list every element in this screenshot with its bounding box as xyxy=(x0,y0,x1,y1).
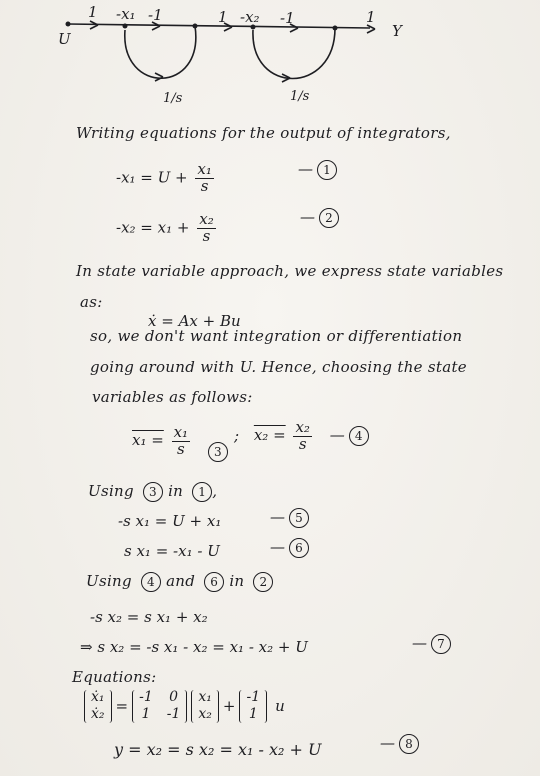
equation-4-dash: — xyxy=(329,426,345,445)
equation-4-number: 4 xyxy=(349,426,369,446)
equation-2-num: x₂ xyxy=(199,210,214,228)
equation-1-dash: — xyxy=(298,160,313,178)
equation-6-tag xyxy=(270,538,309,558)
graph-loop-gain-1: 1/s xyxy=(163,91,183,106)
using-2-mid2: in xyxy=(229,572,245,590)
matrix-x xyxy=(191,690,219,723)
equation-1-lhs: -x₁ = U + xyxy=(116,168,188,187)
equation-2 xyxy=(116,212,219,245)
equation-5-number: 5 xyxy=(289,508,309,528)
equation-4-sep: ; xyxy=(234,426,240,445)
equation-3-den: s xyxy=(176,439,185,458)
paragraph-1-line-2: as: xyxy=(80,293,103,311)
graph-node-x1-label: -x₁ xyxy=(116,5,136,23)
graph-node-x2b xyxy=(333,26,338,31)
matrix-b xyxy=(239,690,267,723)
matrix-a-11: -1 xyxy=(139,689,153,705)
equation-3-num: x₁ xyxy=(173,422,189,441)
equation-2-lhs: -x₂ = x₁ + xyxy=(116,218,190,237)
equation-1-num: x₁ xyxy=(197,160,212,178)
equation-4-lhs: x₂ = xyxy=(253,426,286,445)
graph-arrow-5 xyxy=(367,25,375,33)
equations-label: Equations: xyxy=(72,668,157,686)
equation-1-fraction xyxy=(195,162,213,195)
equation-2-fraction xyxy=(197,212,215,245)
paragraph-1-line-1: In state variable approach, we express state variables xyxy=(76,262,504,280)
equation-2-number: 2 xyxy=(319,208,339,228)
matrix-a-12: 0 xyxy=(169,689,179,705)
matrix-a-21: 1 xyxy=(141,706,151,723)
using-2-c: 2 xyxy=(253,572,273,592)
paragraph-2-line-1: so, we don't want integration or differentiation xyxy=(90,327,463,345)
graph-loop-gain-2: 1/s xyxy=(290,89,310,104)
matrix-a xyxy=(132,690,187,723)
equation-3-lhs: x₁ = xyxy=(132,431,164,449)
equation-8: y = x₂ = s x₂ = x₁ - x₂ + U xyxy=(114,740,322,759)
using-2-pre: Using xyxy=(86,572,132,590)
graph-input-label: U xyxy=(58,30,71,48)
graph-gain-3: 1 xyxy=(218,8,228,26)
equation-6-number: 6 xyxy=(289,538,309,558)
matrix-equation xyxy=(84,690,285,723)
graph-gain-4: -1 xyxy=(280,9,295,27)
equation-7-arrow: ⇒ xyxy=(80,638,93,656)
equation-8-dash: — xyxy=(380,734,395,752)
graph-node-x2-label: -x₂ xyxy=(240,8,260,26)
equation-7-dash: — xyxy=(412,634,427,652)
graph-loop-1 xyxy=(125,26,196,78)
using-2-mid: and xyxy=(166,572,196,590)
matrix-lhs-1: ẋ₁ xyxy=(91,689,105,705)
equation-4-num: x₂ xyxy=(295,418,310,436)
equation-8-tag xyxy=(380,734,419,754)
matrix-plus: + xyxy=(222,697,236,716)
graph-node-x1a xyxy=(123,24,128,29)
equation-4-fraction xyxy=(293,420,311,453)
paragraph-2-line-3: variables as follows: xyxy=(92,388,253,406)
graph-gain-1: 1 xyxy=(88,3,98,21)
equation-5: -s x₁ = U + x₁ xyxy=(118,512,222,530)
signal-flow-graph xyxy=(0,0,540,110)
equation-2-tag xyxy=(300,208,339,228)
equation-1-number: 1 xyxy=(317,160,337,180)
paragraph-2-line-2: going around with U. Hence, choosing the state xyxy=(90,358,467,376)
graph-node-x1b xyxy=(193,24,198,29)
graph-arrow-loop-1 xyxy=(155,73,163,81)
graph-node-u xyxy=(66,22,71,27)
using-2-b: 6 xyxy=(204,572,224,592)
equation-3-fraction xyxy=(172,422,190,458)
graph-gain-5: 1 xyxy=(366,8,376,26)
matrix-lhs-2: ẋ₂ xyxy=(91,706,105,723)
equation-7 xyxy=(80,638,308,656)
using-1-a: 3 xyxy=(143,482,163,502)
equation-6-dash: — xyxy=(270,538,285,556)
equation-1-den: s xyxy=(200,176,209,195)
matrix-b-1: -1 xyxy=(246,689,261,705)
matrix-x-1: x₁ xyxy=(198,689,212,705)
equation-a: -s x₂ = s x₁ + x₂ xyxy=(90,608,208,626)
using-1-mid: in xyxy=(168,482,184,500)
equation-1 xyxy=(116,162,217,195)
using-1-pre: Using xyxy=(88,482,134,500)
using-2 xyxy=(86,572,273,592)
graph-loop-2 xyxy=(253,28,335,79)
using-2-a: 4 xyxy=(141,572,161,592)
equation-2-dash: — xyxy=(300,208,315,226)
equation-3-number: 3 xyxy=(208,442,228,462)
equation-7-text: s x₂ = -s x₁ - x₂ = x₁ - x₂ + U xyxy=(97,638,308,656)
equation-2-den: s xyxy=(202,226,211,245)
matrix-x-2: x₂ xyxy=(198,706,212,723)
intro-text: Writing equations for the output of integrators, xyxy=(76,124,451,142)
using-1-b: 1 xyxy=(192,482,212,502)
equation-8-number: 8 xyxy=(399,734,419,754)
matrix-equals: = xyxy=(115,697,129,716)
matrix-u: u xyxy=(275,697,285,716)
equation-7-number: 7 xyxy=(431,634,451,654)
equation-4 xyxy=(234,420,369,453)
matrix-b-2: 1 xyxy=(248,706,258,723)
using-1-post: , xyxy=(212,482,218,500)
using-1 xyxy=(88,482,217,502)
graph-output-label: Y xyxy=(392,22,402,40)
matrix-a-22: -1 xyxy=(166,706,181,723)
state-equation: ẋ = Ax + Bu xyxy=(148,312,241,330)
equation-4-den: s xyxy=(298,434,307,453)
equation-1-tag xyxy=(298,160,337,180)
equation-7-tag xyxy=(412,634,451,654)
matrix-lhs xyxy=(84,690,112,723)
equation-3 xyxy=(132,420,228,462)
equation-5-tag xyxy=(270,508,309,528)
equation-5-dash: — xyxy=(270,508,285,526)
graph-gain-2: -1 xyxy=(148,6,163,24)
equation-6: s x₁ = -x₁ - U xyxy=(124,542,220,560)
